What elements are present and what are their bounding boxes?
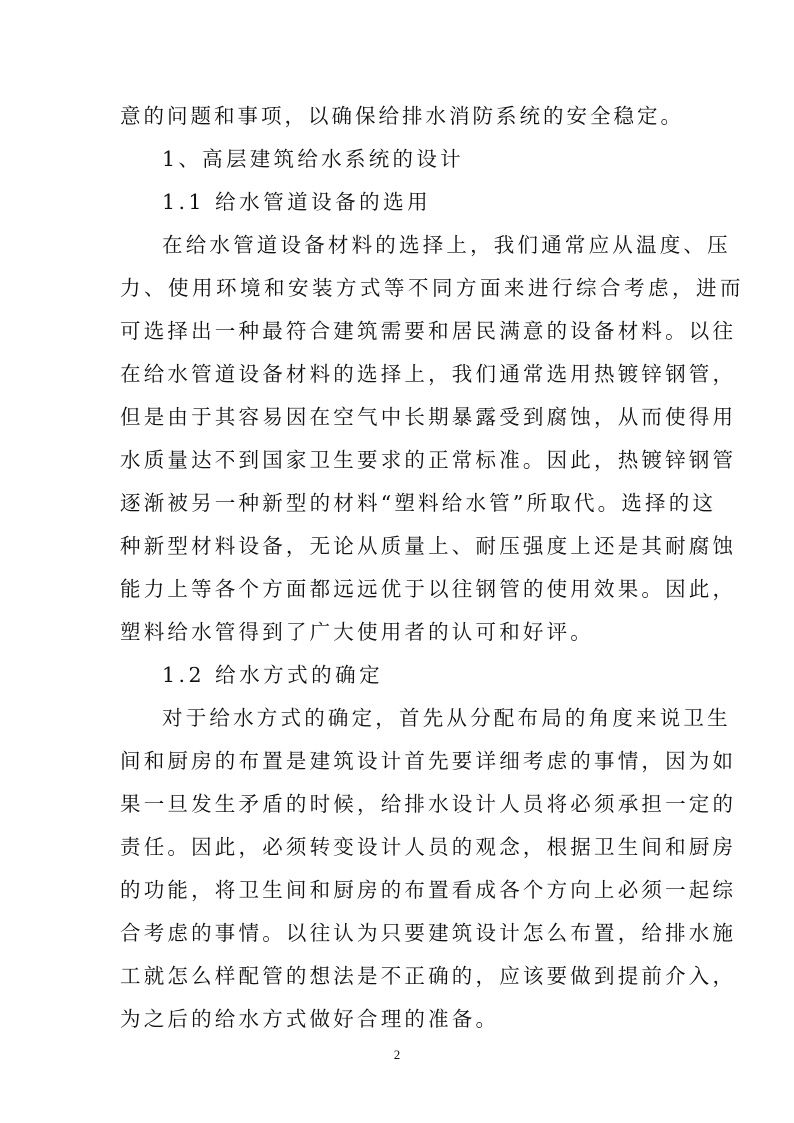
text-line-20: 合考虑的事情。以往认为只要建筑设计怎么布置，给排水施 bbox=[120, 921, 737, 945]
text-line-10: 逐渐被另一种新型的材料“塑料给水管”所取代。选择的这 bbox=[120, 491, 717, 515]
text-line-8: 但是由于其容易因在空气中长期暴露受到腐蚀，从而使得用 bbox=[120, 405, 737, 429]
text-line-5: 力、使用环境和安装方式等不同方面来进行综合考虑，进而 bbox=[120, 276, 744, 300]
text-line-21: 工就怎么样配管的想法是不正确的，应该要做到提前介入， bbox=[120, 964, 737, 988]
subsection-heading-1-1: 1.1 给水管道设备的选用 bbox=[162, 190, 432, 214]
text-line-4: 在给水管道设备材料的选择上，我们通常应从温度、压 bbox=[162, 233, 731, 257]
text-line-6: 可选择出一种最符合建筑需要和居民满意的设备材料。以往 bbox=[120, 319, 737, 343]
text-line-1: 意的问题和事项，以确保给排水消防系统的安全稳定。 bbox=[120, 104, 684, 128]
text-line-9: 水质量达不到国家卫生要求的正常标准。因此，热镀锌钢管 bbox=[120, 448, 737, 472]
subsection-heading-1-2: 1.2 给水方式的确定 bbox=[162, 663, 384, 687]
text-line-17: 果一旦发生矛盾的时候，给排水设计人员将必须承担一定的 bbox=[120, 792, 737, 816]
page-number: 2 bbox=[393, 1047, 401, 1062]
text-line-18: 责任。因此，必须转变设计人员的观念，根据卫生间和厨房 bbox=[120, 835, 737, 859]
text-line-11: 种新型材料设备，无论从质量上、耐压强度上还是其耐腐蚀 bbox=[120, 534, 737, 558]
text-line-7: 在给水管道设备材料的选择上，我们通常选用热镀锌钢管， bbox=[120, 362, 737, 386]
text-line-15: 对于给水方式的确定，首先从分配布局的角度来说卫生 bbox=[162, 706, 731, 730]
text-line-19: 的功能，将卫生间和厨房的布置看成各个方向上必须一起综 bbox=[120, 878, 737, 902]
text-line-16: 间和厨房的布置是建筑设计首先要详细考虑的事情，因为如 bbox=[120, 749, 737, 773]
section-heading-1: 1、高层建筑给水系统的设计 bbox=[162, 147, 464, 171]
text-line-22: 为之后的给水方式做好合理的准备。 bbox=[120, 1007, 500, 1031]
text-line-12: 能力上等各个方面都远远优于以往钢管的使用效果。因此， bbox=[120, 577, 737, 601]
text-line-13: 塑料给水管得到了广大使用者的认可和好评。 bbox=[120, 620, 594, 644]
